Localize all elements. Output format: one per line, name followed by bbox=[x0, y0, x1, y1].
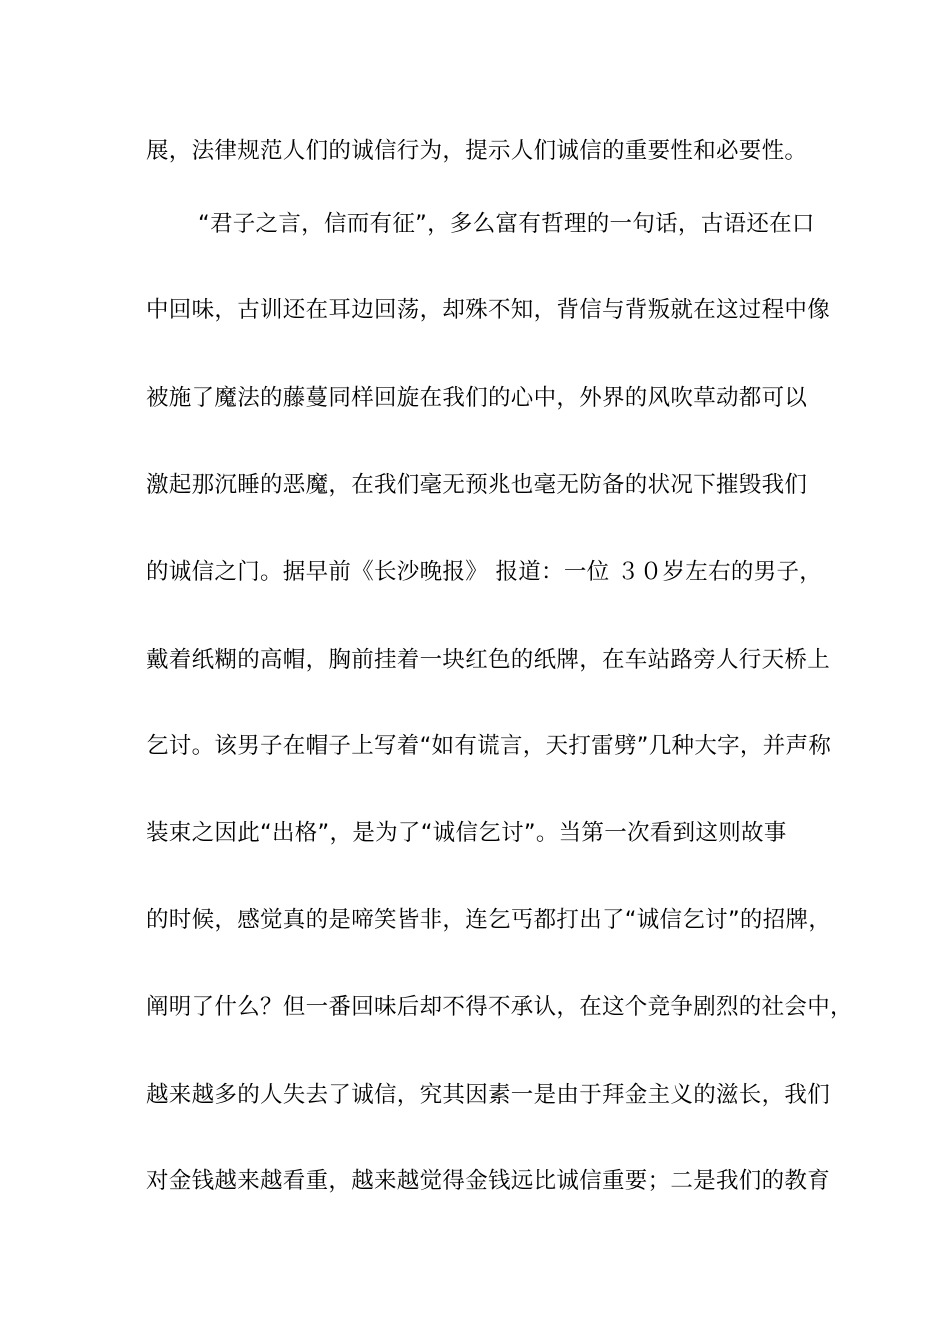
text-line-4: 被施了魔法的藤蔓同样回旋在我们的心中，外界的风吹草动都可以 bbox=[146, 385, 808, 411]
text-line-3: 中回味，古训还在耳边回荡，却殊不知，背信与背叛就在这过程中像 bbox=[146, 297, 831, 323]
text-line-5: 激起那沉睡的恶魔，在我们毫无预兆也毫无防备的状况下摧毁我们 bbox=[146, 472, 808, 498]
text-line-6: 的诚信之门。据早前《长沙晚报》 报道：一位 ３０岁左右的男子， bbox=[146, 559, 823, 585]
text-line-9: 装束之因此“出格”，是为了“诚信乞讨”。当第一次看到这则故事 bbox=[146, 820, 787, 846]
text-line-7: 戴着纸糊的高帽，胸前挂着一块红色的纸牌，在车站路旁人行天桥上 bbox=[146, 647, 831, 673]
text-line-12: 越来越多的人失去了诚信，究其因素一是由于拜金主义的滋长，我们 bbox=[146, 1082, 831, 1108]
text-line-10: 的时候，感觉真的是啼笑皆非，连乞丐都打出了“诚信乞讨”的招牌， bbox=[146, 907, 832, 933]
text-line-1: 展，法律规范人们的诚信行为，提示人们诚信的重要性和必要性。 bbox=[146, 138, 808, 164]
text-line-8: 乞讨。该男子在帽子上写着“如有谎言，天打雷劈”几种大字，并声称 bbox=[146, 733, 832, 759]
text-line-13: 对金钱越来越看重，越来越觉得金钱远比诚信重要；二是我们的教育 bbox=[146, 1168, 831, 1194]
text-line-11: 阐明了什么？但一番回味后却不得不承认，在这个竞争剧烈的社会中， bbox=[146, 994, 853, 1020]
text-line-2: “君子之言，信而有征”，多么富有哲理的一句话，古语还在口 bbox=[198, 211, 815, 237]
